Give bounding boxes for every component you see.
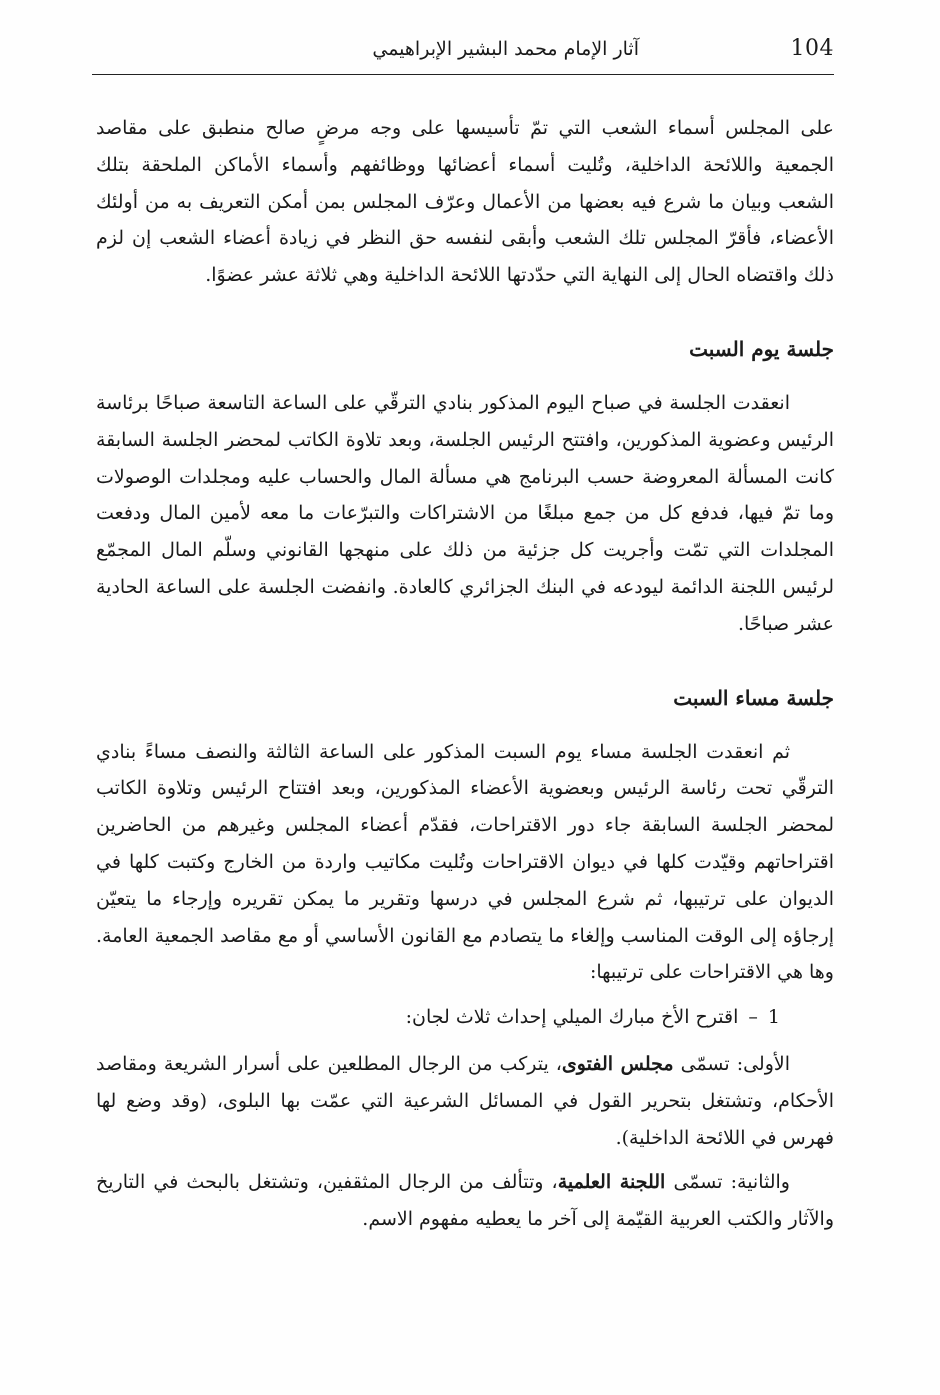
proposal-dash: – xyxy=(748,1006,758,1029)
first-committee-paragraph xyxy=(96,1046,834,1156)
proposal-item-1 xyxy=(96,999,834,1036)
saturday-paragraph: انعقدت الجلسة في صباح اليوم المذكور بنادي الترقّي على الساعة التاسعة صباحًا برئاسة الرئيس وعضوية المذكورين، وافتتح الرئيس الجلسة، وبعد تلاوة الكاتب لمحضر الجلسة السابقة كانت المسألة المعروضة حسب البرنامج هي مسألة المال والحساب عليه ومجلدات الوصولات وما تمّ فيها، فدفع كل من جمع مبلغًا من الاشتراكات والتبرّعات ما معه لأمين المال ودفعت المجلدات التي تمّت وأجريت كل جزئية من ذلك على منهجها القانوني وسلّم المال المجمّع لرئيس اللجنة الدائمة ليودعه في البنك الجزائري كالعادة. وانفضت الجلسة على الساعة الحادية عشر صباحًا. xyxy=(96,391,834,635)
proposal-number: 1 xyxy=(767,1006,780,1029)
first-committee-term: مجلس الفتوى xyxy=(561,1052,674,1075)
second-committee-paragraph xyxy=(96,1164,834,1238)
intro-paragraph: على المجلس أسماء الشعب التي تمّ تأسيسها على وجه مرضٍ صالح منطبق على مقاصد الجمعية واللائحة الداخلية، وتُليت أسماء أعضائها ووظائفهم وأسماء الأماكن الملحقة بتلك الشعب وبيان ما شرع فيه بعضها من الأعمال وعرّف المجلس بمن أمكن التعريف به من أولئك الأعضاء، فأقرّ المجلس تلك الشعب وأبقى لنفسه حق النظر في زيادة أعضاء الشعب إن لزم ذلك واقتضاه الحال إلى النهاية التي حدّدتها اللائحة الداخلية وهي ثلاثة عشر عضوًا. xyxy=(96,117,834,287)
page-content xyxy=(96,110,834,1238)
first-committee-lead: الأولى: تسمّى xyxy=(680,1052,791,1075)
first-committee-text: ، يتركب من الرجال المطلعين على أسرار الشريعة ومقاصد الأحكام، وتشتغل بتحرير القول في المسائل الشرعية التي عمّت بها البلوى، (وقد وضع لها فهرس في اللائحة الداخلية). xyxy=(96,1052,834,1149)
section-heading-saturday: جلسة يوم السبت xyxy=(689,336,834,361)
second-committee-lead: والثانية: تسمّى xyxy=(673,1171,790,1194)
section-heading-saturday-evening: جلسة مساء السبت xyxy=(673,685,834,710)
proposal-text: اقترح الأخ مبارك الميلي إحداث ثلاث لجان: xyxy=(405,1006,739,1029)
second-committee-term: اللجنة العلمية xyxy=(557,1171,666,1194)
running-title: آثار الإمام محمد البشير الإبراهيمي xyxy=(372,38,639,60)
saturday-evening-paragraph: ثم انعقدت الجلسة مساء يوم السبت المذكور على الساعة الثالثة والنصف مساءً بنادي الترقّي تحت رئاسة الرئيس وبعضوية الأعضاء المذكورين، وبعد افتتاح الرئيس وتلاوة الكاتب لمحضر الجلسة السابقة جاء دور الاقتراحات، فقدّم أعضاء المجلس وغيرهم من الحاضرين اقتراحاتهم وقيّدت كلها في ديوان الاقتراحات وتُليت مكاتيب واردة من الخارج وكتبت كلها في الديوان على ترتيبها، ثم شرع المجلس في درسها وتقرير ما يمكن تقريره وإرجاء ما يتعيّن إرجاؤه إلى الوقت المناسب وإلغاء ما يتصادم مع القانون الأساسي أو مع مقاصد الجمعية العامة. وها هي الاقتراحات على ترتيبها: xyxy=(96,740,834,984)
second-committee-text: ، وتتألف من الرجال المثقفين، وتشتغل بالبحث في التاريخ والآثار والكتب العربية القيّمة إلى آخر ما يعطيه مفهوم الاسم. xyxy=(96,1171,834,1231)
page-number: 104 xyxy=(790,36,834,61)
page-header xyxy=(92,34,834,70)
header-rule xyxy=(92,74,834,75)
